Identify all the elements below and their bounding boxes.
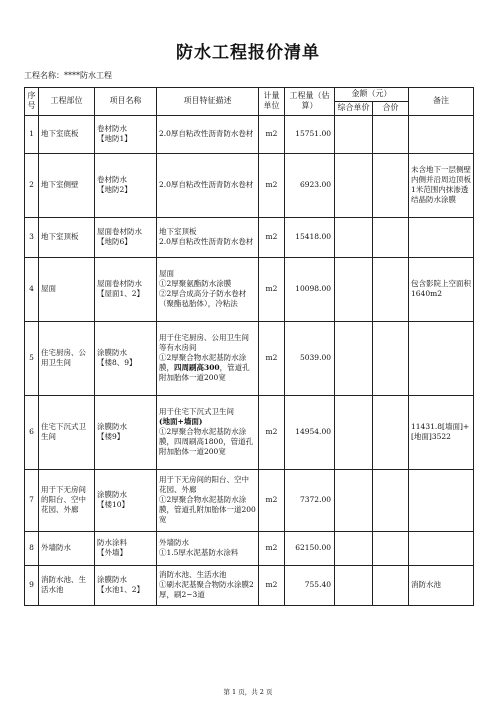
row-desc: 地下室顶板 2.0厚自粘改性沥青防水卷材 — [159, 226, 254, 247]
row-no: 2 — [25, 153, 39, 217]
table-row — [25, 395, 474, 469]
row-unit: m2 — [259, 565, 285, 605]
row-qty: 7372.00 — [285, 469, 335, 531]
row-unit: m2 — [259, 469, 285, 531]
desc-text: 用于住宅下沉式卫生间 — [159, 406, 234, 416]
header-qty: 工程量（估算） — [285, 88, 335, 116]
document-title: 防水工程报价清单 — [176, 43, 320, 63]
row-qty: 5039.00 — [285, 321, 335, 395]
row-name: 卷材防水 【地防1】 — [97, 123, 132, 144]
row-total — [373, 395, 409, 469]
row-qty: 10098.00 — [285, 257, 335, 321]
row-name: 涂膜防水 【楼9】 — [97, 421, 127, 442]
row-remark — [409, 217, 474, 257]
project-name: 工程名称：****防水工程 — [24, 71, 112, 80]
header-name: 项目名称 — [95, 88, 157, 116]
quotation-table — [24, 87, 474, 606]
row-desc — [157, 321, 259, 395]
row-name: 涂膜防水 【楼8、9】 — [97, 347, 137, 368]
row-remark: 包含影院上空面积1640m2 — [409, 257, 474, 321]
table-row — [25, 565, 474, 605]
row-desc: 外墙防水 ①1.5厚水泥基防水涂料 — [159, 537, 239, 558]
row-total — [373, 115, 409, 153]
table-row — [25, 469, 474, 531]
row-qty: 755.40 — [285, 565, 335, 605]
row-unit: m2 — [259, 531, 285, 565]
header-total: 合价 — [373, 101, 409, 115]
row-part: 地下室顶板 — [39, 217, 95, 257]
row-name: 屋面卷材防水 【地防6】 — [97, 226, 142, 247]
row-remark — [409, 321, 474, 395]
row-no: 3 — [25, 217, 39, 257]
row-name: 防水涂料 【外墙】 — [97, 537, 127, 558]
row-qty: 6923.00 — [285, 153, 335, 217]
row-unit-price — [335, 115, 373, 153]
row-remark: 消防水池 — [409, 565, 474, 605]
row-desc: 用于下无房间的阳台、空中花园、外廊 ①2厚聚合物水泥基防水涂膜，管道孔附加胎体一道200宽 — [159, 474, 256, 525]
row-total — [373, 565, 409, 605]
row-part: 外墙防水 — [39, 531, 95, 565]
row-unit: m2 — [259, 217, 285, 257]
row-no: 9 — [25, 565, 39, 605]
row-remark — [409, 469, 474, 531]
header-desc: 项目特征描述 — [157, 88, 259, 116]
row-qty: 62150.00 — [285, 531, 335, 565]
row-qty: 15751.00 — [285, 115, 335, 153]
header-no: 序号 — [25, 88, 39, 116]
row-no: 8 — [25, 531, 39, 565]
table-row — [25, 531, 474, 565]
row-total — [373, 321, 409, 395]
row-part: 消防水池、生活水池 — [39, 565, 95, 605]
desc-text: ，管道孔附加胎体一道200宽 — [159, 363, 250, 383]
row-part: 住宅下沉式卫生间 — [39, 395, 95, 469]
row-total — [373, 257, 409, 321]
row-unit: m2 — [259, 153, 285, 217]
row-part: 用于下无房间的阳台、空中花园、外廊 — [39, 469, 95, 531]
row-total — [373, 531, 409, 565]
desc-text: ①2厚聚合物水泥基防水涂膜，四周刷高1800，管道孔附加胎体一道200宽 — [159, 427, 254, 457]
desc-text: 用于住宅厨房、公用卫生间等有水房间 ①2厚聚合物水泥基防水涂膜， — [159, 332, 249, 373]
row-total — [373, 153, 409, 217]
row-name: 涂膜防水 【楼10】 — [97, 489, 130, 510]
row-part: 地下室侧壁 — [39, 153, 95, 217]
row-unit: m2 — [259, 257, 285, 321]
row-no: 7 — [25, 469, 39, 531]
row-name: 卷材防水 【地防2】 — [97, 174, 132, 195]
row-unit-price — [335, 565, 373, 605]
row-unit: m2 — [259, 321, 285, 395]
header-amount: 金额（元） — [335, 88, 409, 102]
row-unit-price — [335, 217, 373, 257]
row-no: 4 — [25, 257, 39, 321]
table-row — [25, 153, 474, 217]
row-unit-price — [335, 257, 373, 321]
desc-emphasis: 四周刷高300 — [174, 363, 220, 373]
row-qty: 14954.00 — [285, 395, 335, 469]
row-part: 地下室底板 — [39, 115, 95, 153]
row-desc — [157, 395, 259, 469]
row-unit: m2 — [259, 395, 285, 469]
row-unit-price — [335, 395, 373, 469]
row-no: 1 — [25, 115, 39, 153]
row-desc: 屋面 ①2厚聚氨酯防水涂膜 ②2厚合成高分子防水卷材（聚酯毡胎体），冷粘法 — [159, 268, 247, 309]
header-remark: 备注 — [409, 88, 474, 116]
row-remark: 11431.8[墙面]+[地面]3522 — [409, 395, 474, 469]
row-remark — [409, 115, 474, 153]
table-row — [25, 115, 474, 153]
row-unit-price — [335, 469, 373, 531]
row-part: 屋面 — [39, 257, 95, 321]
desc-emphasis: (地面+墙面) — [159, 416, 203, 426]
row-unit-price — [335, 531, 373, 565]
row-no: 6 — [25, 395, 39, 469]
row-total — [373, 469, 409, 531]
row-total — [373, 217, 409, 257]
header-part: 工程部位 — [39, 88, 95, 116]
row-unit-price — [335, 321, 373, 395]
page-footer: 第 1 页，共 2 页 — [223, 688, 273, 696]
row-remark: 未含地下一层侧壁内侧并沿周边顶板1米范围内抹渗透结晶防水涂膜 — [409, 153, 474, 217]
row-desc: 2.0厚自粘改性沥青防水卷材 — [159, 180, 254, 190]
row-unit-price — [335, 153, 373, 217]
row-no: 5 — [25, 321, 39, 395]
row-desc: 消防水池、生活水池 ①刷水泥基聚合物防水涂膜2厚，刷2~3道 — [159, 569, 254, 600]
row-name: 涂膜防水 【水池1、2】 — [97, 574, 145, 595]
table-row — [25, 321, 474, 395]
row-qty: 15418.00 — [285, 217, 335, 257]
header-unit-price: 综合单价 — [335, 101, 373, 115]
table-row — [25, 217, 474, 257]
row-unit: m2 — [259, 115, 285, 153]
row-name: 屋面卷材防水 【屋面1、2】 — [97, 278, 145, 299]
row-remark — [409, 531, 474, 565]
row-part: 住宅厨房、公用卫生间 — [39, 321, 95, 395]
row-desc: 2.0厚自粘改性沥青防水卷材 — [159, 129, 254, 139]
table-row — [25, 257, 474, 321]
header-unit: 计量单位 — [259, 88, 285, 116]
